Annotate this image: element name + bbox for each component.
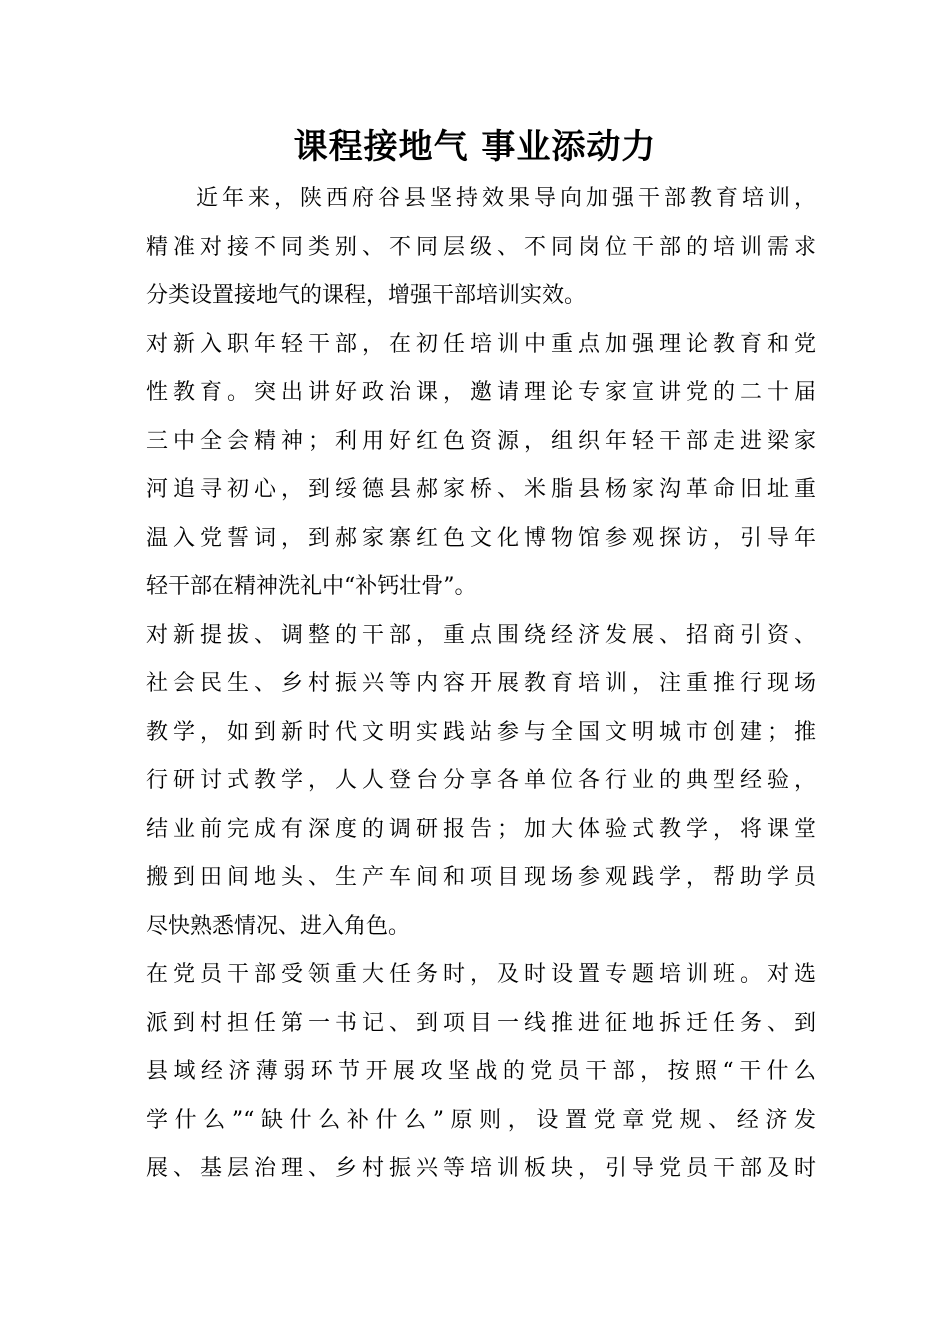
text-line: 结业前完成有深度的调研报告；加大体验式教学，将课堂: [146, 816, 816, 842]
text-line: 在党员干部受领重大任务时，及时设置专题培训班。对选: [146, 962, 816, 987]
text-line: 尽快熟悉情况、进入角色。: [146, 913, 411, 939]
text-line: 学什么”“缺什么补什么”原则，设置党章党规、经济发: [146, 1107, 816, 1133]
paragraph: [146, 951, 816, 1194]
paragraph: [146, 612, 816, 952]
document-body: [146, 175, 816, 1194]
text-line: 派到村担任第一书记、到项目一线推进征地拆迁任务、到: [146, 1010, 816, 1036]
text-line: 分类设置接地气的课程，增强干部培训实效。: [146, 283, 587, 308]
paragraph: [146, 175, 816, 321]
text-line: 对新入职年轻干部，在初任培训中重点加强理论教育和党: [146, 331, 816, 357]
text-line: 河追寻初心，到绥德县郝家桥、米脂县杨家沟革命旧址重: [146, 477, 816, 502]
paragraph: [146, 321, 816, 612]
text-line: 温入党誓词，到郝家寨红色文化博物馆参观探访，引导年: [146, 525, 816, 551]
document-title: 课程接地气 事业添动力: [293, 127, 657, 167]
text-line: 社会民生、乡村振兴等内容开展教育培训，注重推行现场: [146, 671, 816, 696]
text-line: 展、基层治理、乡村振兴等培训板块，引导党员干部及时: [146, 1156, 816, 1181]
text-line: 轻干部在精神洗礼中“补钙壮骨”。: [146, 574, 477, 599]
text-line: 搬到田间地头、生产车间和项目现场参观践学，帮助学员: [146, 865, 816, 890]
text-line: 县域经济薄弱环节开展攻坚战的党员干部，按照“干什么: [146, 1059, 816, 1084]
text-line: 三中全会精神；利用好红色资源，组织年轻干部走进梁家: [146, 428, 816, 454]
text-line: 近年来，陕西府谷县坚持效果导向加强干部教育培训，: [196, 186, 816, 211]
text-line: 性教育。突出讲好政治课，邀请理论专家宣讲党的二十届: [146, 380, 816, 405]
text-line: 精准对接不同类别、不同层级、不同岗位干部的培训需求: [146, 234, 816, 260]
text-line: 教学，如到新时代文明实践站参与全国文明城市创建；推: [146, 719, 816, 745]
text-line: 行研讨式教学，人人登台分享各单位各行业的典型经验，: [146, 768, 816, 793]
text-line: 对新提拔、调整的干部，重点围绕经济发展、招商引资、: [146, 622, 816, 648]
